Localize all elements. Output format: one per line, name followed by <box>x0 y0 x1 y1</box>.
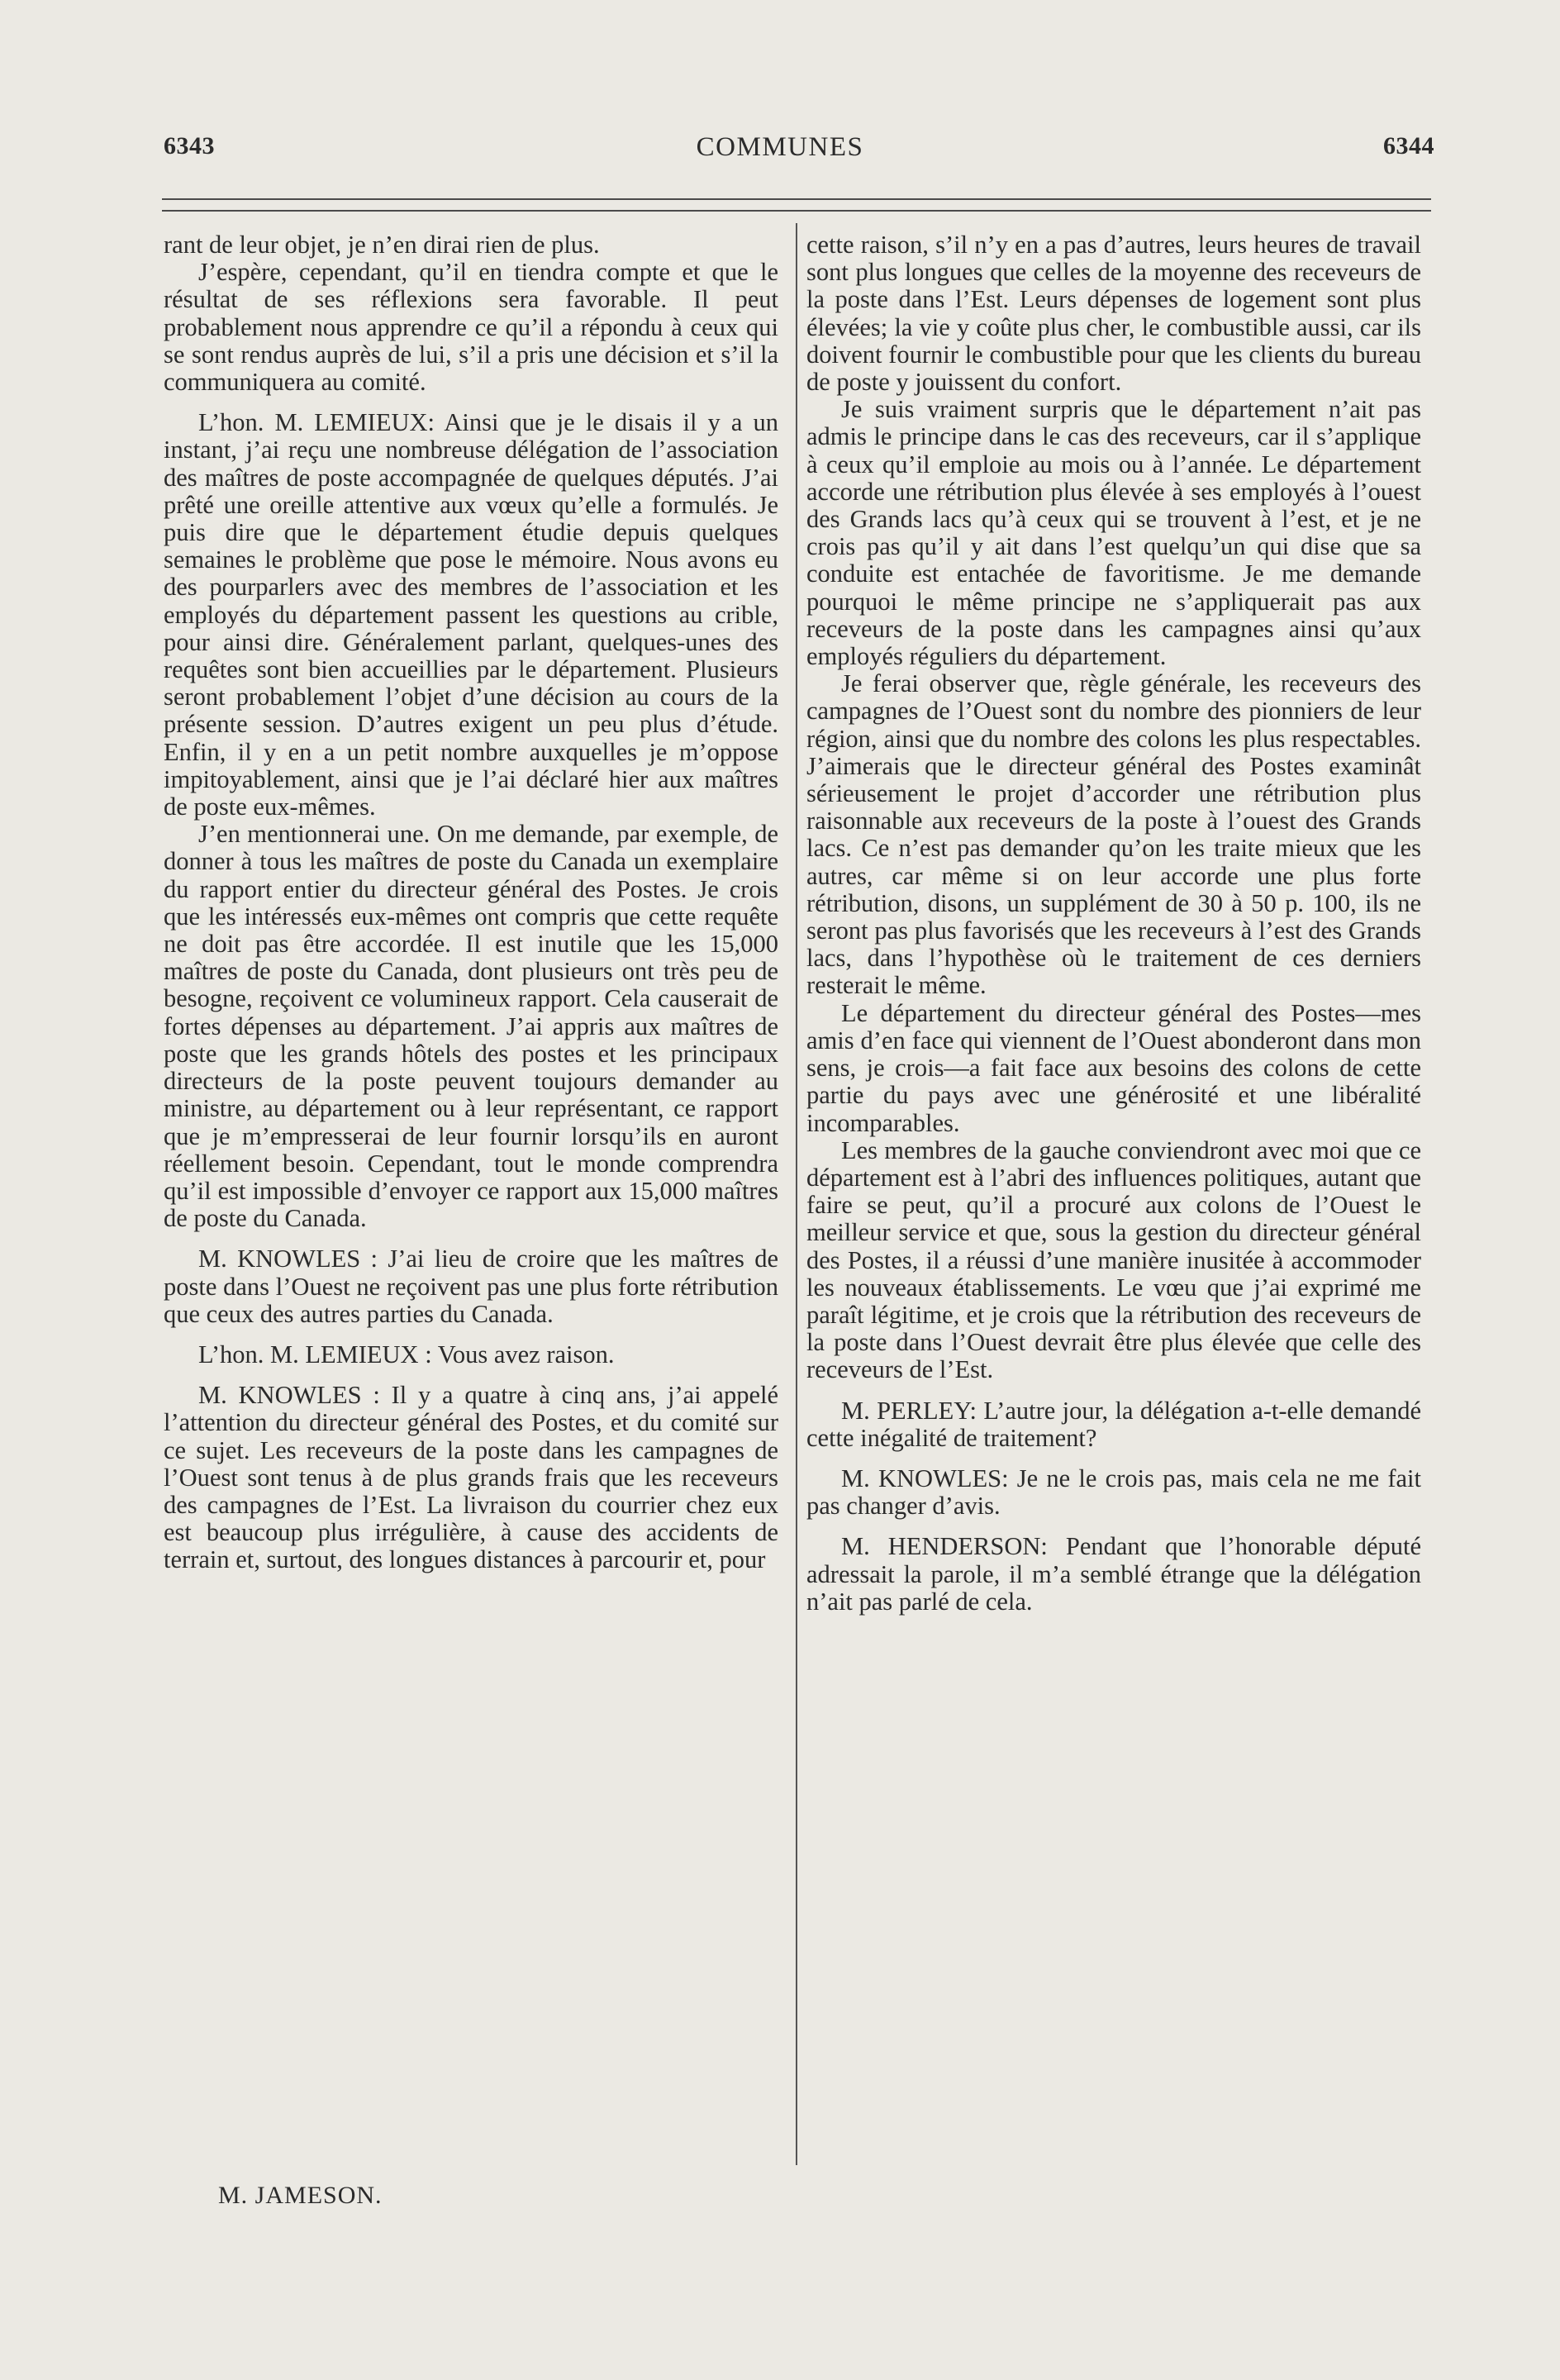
header-rule-bottom <box>162 210 1431 212</box>
paragraph: Le département du directeur général des Postes—mes amis d’en face qui viennent de l’Ouest abonderont dans mon sens, je crois—a fait face aux besoins des colons de cette partie du pays avec une générosité et une libéralité incomparables. <box>806 998 1421 1137</box>
paragraph: L’hon. M. LEMIEUX: Ainsi que je le disais il y a un instant, j’ai reçu une nombreuse délégation de l’association des maîtres de poste accompagnée de quelques députés. J’ai prêté une oreille attentive aux vœux qu’elle a formulés. Je puis dire que le département étudie depuis quelques semaines le problème que pose le mémoire. Nous avons eu des pourparlers avec des membres de l’association et les employés du département passent les questions au crible, pour ainsi dire. Généralement parlant, quelques-unes des requêtes sont bien accueillies par le département. Plusieurs seront probablement l’objet d’une décision au cours de la présente session. D’autres exigent un peu plus d’étude. Enfin, il y en a un petit nombre auxquelles je m’oppose impitoyablement, ainsi que je l’ai déclaré hier aux maîtres de poste eux-mêmes. <box>164 408 778 821</box>
paragraph: M. PERLEY: L’autre jour, la délégation a-t-elle demandé cette inégalité de traitement? <box>806 1396 1421 1452</box>
left-text-column <box>164 231 778 1574</box>
paragraph: Je suis vraiment surpris que le département n’ait pas admis le principe dans le cas des receveurs, car il s’applique à ceux qu’il emploie au mois ou à l’année. Le département accorde une rétribution plus élevée à ses employés à l’ouest des Grands lacs qu’à ceux qui se trouvent à l’est, et je ne crois pas qu’il y ait dans l’est quelqu’un qui dise que sa conduite est entachée de favoritisme. Je me demande pourquoi le même principe ne s’appliquerait pas aux receveurs de la poste dans les campagnes ainsi qu’aux employés réguliers du département. <box>806 395 1421 671</box>
paragraph: cette raison, s’il n’y en a pas d’autres, leurs heures de travail sont plus longues que celles de la moyenne des receveurs de la poste dans l’Est. Leurs dépenses de logement sont plus élevées; la vie y coûte plus cher, le combustible aussi, car ils doivent fournir le combustible pour que les clients du bureau de poste y jouissent du confort. <box>806 231 1421 397</box>
page-number-right: 6344 <box>1383 132 1434 159</box>
paragraph: Je ferai observer que, règle générale, les receveurs des campagnes de l’Ouest sont du nombre des pionniers de leur région, ainsi que du nombre des colons les plus respectables. J’aimerais que le directeur général des Postes examinât sérieusement le projet d’accorder une rétribution plus raisonnable aux receveurs de la poste à l’ouest des Grands lacs. Ce n’est pas demander qu’on les traite mieux que les autres, car même si on leur accorde une plus forte rétribution, disons, un supplément de 30 à 50 p. 100, ils ne seront pas plus favorisés que les receveurs à l’est des Grands lacs, dans l’hypothèse où le traitement de ces derniers resterait le même. <box>806 669 1421 1000</box>
right-text-column <box>806 231 1421 1616</box>
paragraph: L’hon. M. LEMIEUX : Vous avez raison. <box>198 1340 615 1368</box>
running-title: COMMUNES <box>696 132 864 162</box>
paragraph: M. KNOWLES : J’ai lieu de croire que les maîtres de poste dans l’Ouest ne reçoivent pas une plus forte rétribution que ceux des autres parties du Canada. <box>164 1245 778 1328</box>
column-divider <box>796 223 797 2165</box>
paragraph: J’en mentionnerai une. On me demande, par exemple, de donner à tous les maîtres de poste du Canada un exemplaire du rapport entier du directeur général des Postes. Je crois que les intéressés eux-mêmes ont compris que cette requête ne doit pas être accordée. Il est inutile que les 15,000 maîtres de poste du Canada, dont plusieurs ont très peu de besogne, reçoivent ce volumineux rapport. Cela causerait de fortes dépenses au département. J’ai appris aux maîtres de poste que les grands hôtels des postes et les principaux directeurs de la poste peuvent toujours demander au ministre, au département ou à leur représentant, ce rapport que je m’empresserai de leur fournir lorsqu’ils en auront réellement besoin. Cependant, tout le monde comprendra qu’il est impossible d’envoyer ce rapport aux 15,000 maîtres de poste du Canada. <box>164 820 778 1233</box>
paragraph: M. HENDERSON: Pendant que l’honorable député adressait la parole, il m’a semblé étrange que la délégation n’ait pas parlé de cela. <box>806 1532 1421 1616</box>
paragraph: M. KNOWLES : Il y a quatre à cinq ans, j’ai appelé l’attention du directeur général des Postes, et du comité sur ce sujet. Les receveurs de la poste dans les campagnes de l’Ouest sont tenus à de plus grands frais que les receveurs des campagnes de l’Est. La livraison du courrier chez eux est beaucoup plus irrégulière, à cause des accidents de terrain et, surtout, des longues distances à parcourir et, pour <box>164 1381 778 1574</box>
header-rule-top <box>162 198 1431 200</box>
page-number-left: 6343 <box>164 132 215 159</box>
paragraph: J’espère, cependant, qu’il en tiendra compte et que le résultat de ses réflexions sera favorable. Il peut probablement nous apprendre ce qu’il a répondu à ceux qui se sont rendus auprès de lui, s’il a pris une décision et s’il la communiquera au comité. <box>164 258 778 397</box>
speaker-signature: M. JAMESON. <box>218 2182 383 2209</box>
paragraph: Les membres de la gauche conviendront avec moi que ce département est à l’abri des influences politiques, autant que faire se peut, qu’il a procuré aux colons de l’Ouest le meilleur service et que, sous la gestion du directeur général des Postes, il a réussi d’une manière inusitée à accommoder les nouveaux établissements. Le vœu que j’ai exprimé me paraît légitime, et je crois que la rétribution des receveurs de la poste dans l’Ouest devrait être plus élevée que celle des receveurs de l’Est. <box>806 1135 1421 1384</box>
paragraph: rant de leur objet, je n’en dirai rien de plus. <box>164 231 600 259</box>
paragraph: M. KNOWLES: Je ne le crois pas, mais cela ne me fait pas changer d’avis. <box>806 1464 1421 1521</box>
